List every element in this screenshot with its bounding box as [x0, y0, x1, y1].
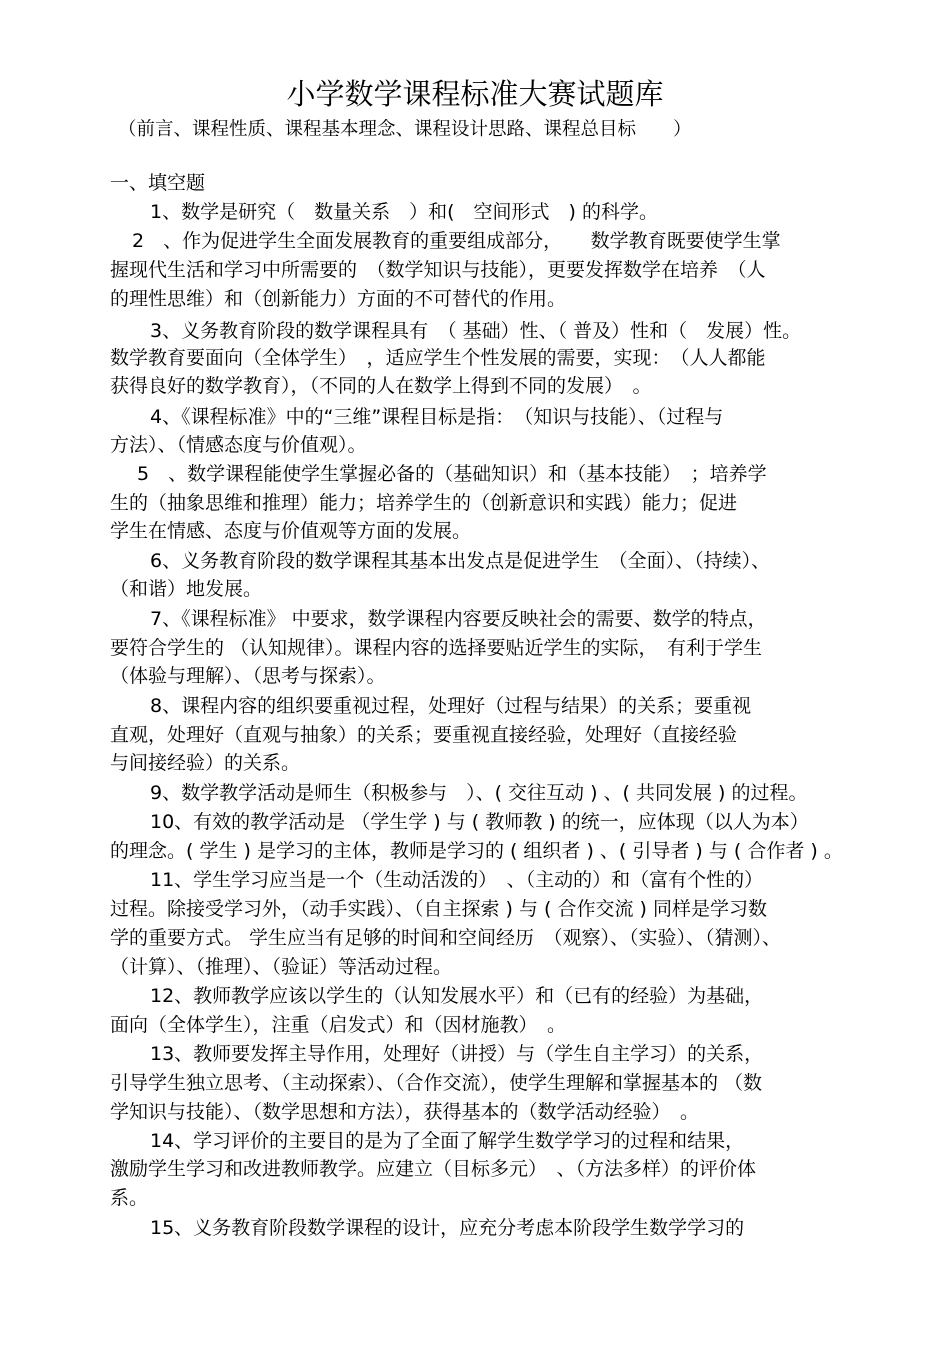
text-line: （体验与理解）、（思考与探索）。: [110, 665, 386, 687]
text-line: 直观，处理好（直观与抽象）的关系；要重视直接经验，处理好（直接经验: [110, 724, 738, 746]
text-line: 激励学生学习和改进教师教学。应建立（目标多元） 、（方法多样）的评价体: [110, 1158, 757, 1180]
text-line: 的理性思维）和（创新能力）方面的不可替代的作用。: [110, 288, 567, 310]
text-line: 学知识与技能）、（数学思想和方法），获得基本的（数学活动经验） 。: [110, 1101, 700, 1123]
text-line: 9、数学教学活动是师生（积极参与 ）、( 交往互动 ) 、( 共同发展 ) 的过程。: [150, 782, 808, 804]
text-line: 方法）、（情感态度与价值观）。: [110, 434, 367, 456]
text-line: 学的重要方式。 学生应当有足够的时间和空间经历 （观察）、（实验）、（猜测）、: [110, 927, 782, 949]
page-subtitle: （前言、课程性质、课程基本理念、课程设计思路、课程总目标 ）: [118, 119, 692, 140]
section-heading: 一、填空题: [110, 172, 206, 194]
text-line: 获得良好的数学教育），（不同的人在数学上得到不同的发展） 。: [110, 375, 652, 397]
text-line: 14、学习评价的主要目的是为了全面了解学生数学学习的过程和结果，: [150, 1130, 745, 1152]
text-line: 3、义务教育阶段的数学课程具有 （ 基础）性、（ 普及）性和（ 发展）性。: [150, 320, 802, 342]
text-line: 10、有效的教学活动是 （学生学 ) 与 ( 教师教 ) 的统一，应体现（以人为本）: [150, 811, 809, 833]
text-line: 6、义务教育阶段的数学课程其基本出发点是促进学生 （全面）、（持续）、: [150, 550, 771, 572]
text-line: 2 、作为促进学生全面发展教育的重要组成部分， 数学教育既要使学生掌: [132, 230, 781, 252]
text-line: 11、学生学习应当是一个（生动活泼的） 、（主动的）和（富有个性的）: [150, 869, 764, 891]
text-line: 数学教育要面向（全体学生） ，适应学生个性发展的需要，实现： （人人都能: [110, 347, 766, 369]
text-line: 握现代生活和学习中所需要的 （数学知识与技能），更要发挥数学在培养 （人: [110, 259, 766, 281]
text-line: 4、《课程标准》中的“三维”课程目标是指： （知识与技能）、（过程与: [150, 406, 724, 428]
text-line: 引导学生独立思考、（主动探索）、（合作交流），使学生理解和掌握基本的 （数: [110, 1072, 763, 1094]
text-line: 学生在情感、态度与价值观等方面的发展。: [110, 520, 472, 542]
text-line: 13、教师要发挥主导作用，处理好（讲授）与（学生自主学习）的关系，: [150, 1043, 764, 1065]
text-line: 15、义务教育阶段数学课程的设计，应充分考虑本阶段学生数学学习的: [150, 1217, 745, 1239]
text-line: （和谐）地发展。: [110, 578, 263, 600]
text-line: 过程。除接受学习外，（动手实践）、（自主探索 ) 与 ( 合作交流 ) 同样是学习数: [110, 898, 767, 920]
text-line: （计算）、（推理）、（验证）等活动过程。: [110, 956, 453, 978]
text-line: 要符合学生的 （认知规律）。课程内容的选择要贴近学生的实际， 有利于学生: [110, 637, 763, 659]
text-line: 与间接经验）的关系。: [110, 752, 301, 774]
text-line: 生的（抽象思维和推理）能力；培养学生的（创新意识和实践）能力；促进: [110, 492, 738, 514]
text-line: 7、《课程标准》 中要求，数学课程内容要反映社会的需要、数学的特点，: [150, 608, 767, 630]
text-line: 5 、数学课程能使学生掌握必备的（基础知识）和（基本技能） ；培养学: [137, 463, 767, 485]
text-line: 系。: [110, 1187, 149, 1209]
text-line: 面向（全体学生），注重（启发式）和（因材施教） 。: [110, 1014, 567, 1036]
text-line: 12、教师教学应该以学生的（认知发展水平）和（已有的经验）为基础，: [150, 985, 764, 1007]
page-title: 小学数学课程标准大赛试题库: [286, 77, 664, 111]
text-line: 1、数学是研究（ 数量关系 ）和( 空间形式 ) 的科学。: [150, 201, 658, 223]
text-line: 8、课程内容的组织要重视过程，处理好（过程与结果）的关系；要重视: [150, 695, 752, 717]
text-line: 的理念。( 学生 ) 是学习的主体，教师是学习的 ( 组织者 ) 、( 引导者 ) 与 ( 合作者 ) 。: [110, 840, 843, 862]
